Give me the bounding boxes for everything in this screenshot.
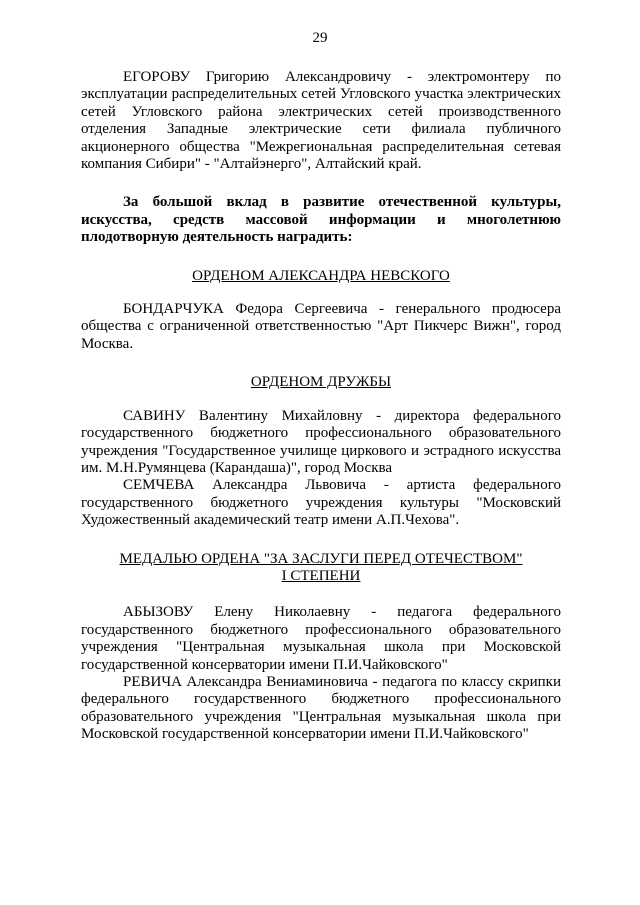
award-statement: За большой вклад в развитие отечественной культуры, искусства, средств массовой информации и многолетнюю плодотворную деятельность наградить: (81, 194, 561, 246)
heading-order-friendship (81, 374, 561, 391)
paragraph-savina: САВИНУ Валентину Михайловну - директора федерального государственного бюджетного профессионального образовательного учреждения "Государственное училище циркового и эстрадного искусства им. М.Н.Румянцева (Карандаша)", город Москва (81, 407, 561, 476)
paragraph-revich: РЕВИЧА Александра Вениаминовича - педагога по классу скрипки федерального государственного бюджетного профессионального образовательного учреждения "Центральная музыкальная школа при Московской государственной консерватории имени П.И.Чайковского" (81, 673, 561, 743)
heading-order-nevsky (81, 268, 561, 285)
paragraph-abyzova: АБЫЗОВУ Елену Николаевну - педагога федерального государственного бюджетного профессионального образовательного учреждения "Центральная музыкальная школа при Московской государственной консерватории имени П.И.Чайковского" (81, 604, 561, 673)
heading-medal-merit (81, 551, 561, 586)
heading-medal-merit-line-2 (81, 568, 561, 585)
heading-order-friendship-text: ОРДЕНОМ ДРУЖБЫ (250, 374, 392, 391)
heading-order-nevsky-text: ОРДЕНОМ АЛЕКСАНДРА НЕВСКОГО (192, 267, 450, 284)
heading-medal-merit-text-1: МЕДАЛЬЮ ОРДЕНА "ЗА ЗАСЛУГИ ПЕРЕД ОТЕЧЕСТВОМ" (119, 550, 523, 567)
paragraph-semchev: СЕМЧЕВА Александра Львовича - артиста федерального государственного бюджетного учреждения культуры "Московский Художественный академический театр имени А.П.Чехова". (81, 477, 561, 529)
heading-medal-merit-line-1 (81, 551, 561, 568)
document-body (81, 69, 561, 744)
page-number: 29 (312, 30, 328, 46)
heading-medal-merit-text-2: I СТЕПЕНИ (281, 567, 361, 584)
paragraph-egorov: ЕГОРОВУ Григорию Александровичу - электромонтеру по эксплуатации распределительных сетей Угловского участка электрических сетей Угловского района электрических сетей производственного отделения Западные электрические сети филиала публичного акционерного общества "Межрегиональная распределительная сетевая компания Сибири" - "Алтайэнерго", Алтайский край. (81, 69, 561, 173)
paragraph-bondarchuk: БОНДАРЧУКА Федора Сергеевича - генерального продюсера общества с ограниченной ответственностью "Арт Пикчерс Вижн", город Москва. (81, 301, 561, 352)
